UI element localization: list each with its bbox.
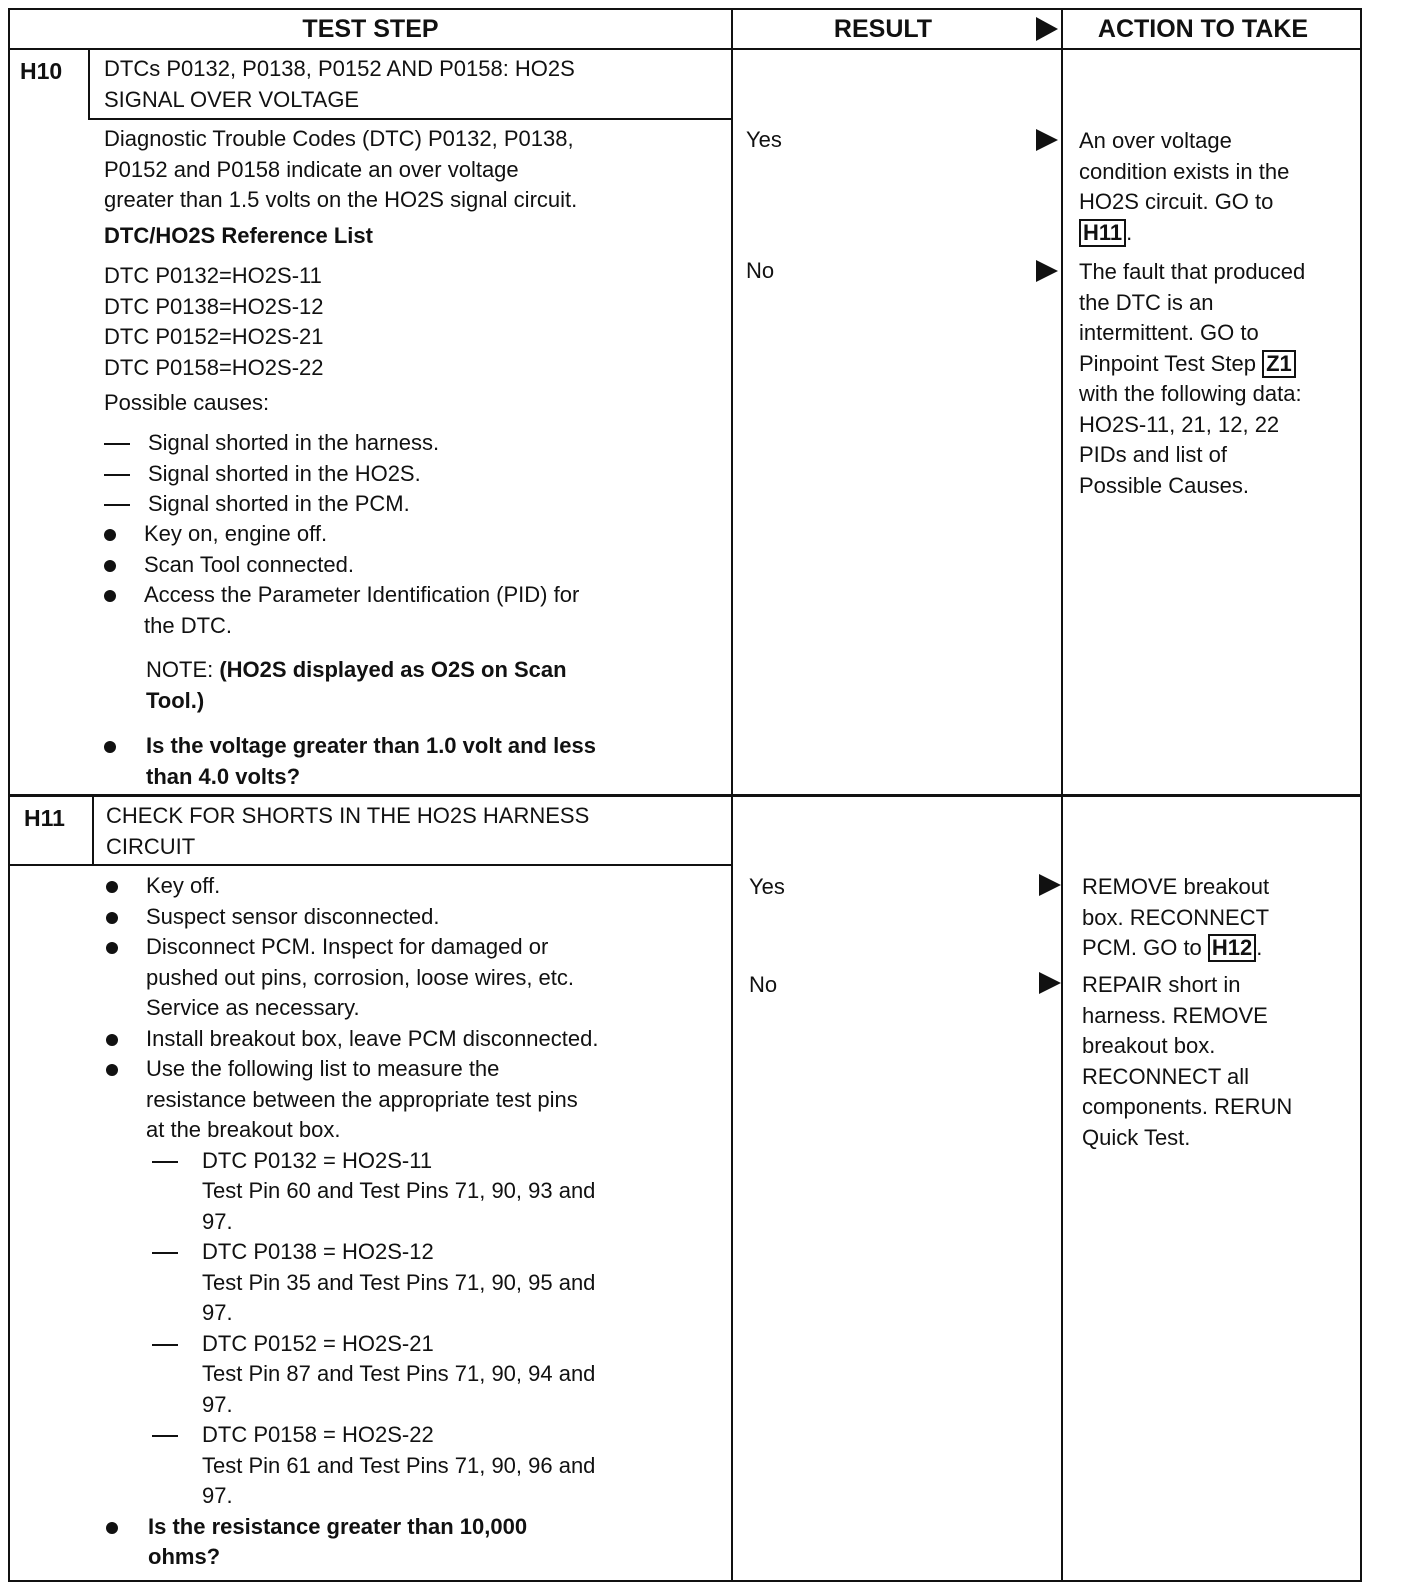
reference-item: DTC P0132=HO2S-11 bbox=[104, 263, 322, 288]
h11-step-id: H11 bbox=[24, 805, 65, 831]
arrow-right-icon bbox=[1039, 874, 1061, 896]
action-line: RECONNECT all bbox=[1082, 1063, 1250, 1089]
dash-icon bbox=[152, 1161, 178, 1163]
note-text: (HO2S displayed as O2S on Scan bbox=[219, 657, 567, 682]
h10-causes-label: Possible causes: bbox=[104, 390, 270, 415]
checklist-text: Use the following list to measure the bbox=[146, 1056, 500, 1081]
sub-item-dtc: DTC P0138 = HO2S-12 bbox=[202, 1239, 434, 1264]
checklist-item: resistance between the appropriate test pins bbox=[146, 1086, 578, 1112]
cause-text: Signal shorted in the PCM. bbox=[148, 491, 410, 516]
sub-item-dtc: DTC P0132 = HO2S-11 bbox=[202, 1147, 433, 1173]
h10-intro-line: greater than 1.5 volts on the HO2S signal circuit. bbox=[104, 187, 578, 212]
h10-result-yes: Yes bbox=[746, 127, 782, 152]
question-text: than 4.0 volts? bbox=[146, 763, 301, 789]
checklist-item bbox=[104, 519, 724, 550]
sub-item bbox=[106, 1237, 726, 1268]
dash-icon bbox=[104, 504, 130, 506]
header-test-step: TEST STEP bbox=[302, 15, 439, 43]
arrow-right-icon bbox=[1039, 972, 1061, 994]
action-line: harness. REMOVE bbox=[1082, 1002, 1268, 1028]
h11-id-divider bbox=[92, 796, 94, 866]
header-action: ACTION TO TAKE bbox=[1097, 15, 1309, 43]
bullet-icon bbox=[106, 912, 118, 924]
h11-goto-h12-ref[interactable]: H12 bbox=[1208, 934, 1256, 962]
checklist-text: Scan Tool connected. bbox=[144, 551, 354, 577]
h10-reference-list bbox=[104, 261, 324, 383]
checklist-item bbox=[104, 550, 724, 581]
reference-item: DTC P0158=HO2S-22 bbox=[104, 354, 324, 380]
h10-reference-heading: DTC/HO2S Reference List bbox=[104, 223, 373, 248]
h11-result-no: No bbox=[749, 972, 778, 997]
h11-title-line: CHECK FOR SHORTS IN THE HO2S HARNESS bbox=[106, 803, 590, 828]
bullet-icon bbox=[106, 881, 118, 893]
bullet-icon bbox=[104, 741, 116, 753]
reference-item: DTC P0138=HO2S-12 bbox=[104, 293, 324, 319]
action-line: Quick Test. bbox=[1082, 1124, 1191, 1150]
question-text: Is the voltage greater than 1.0 volt and less bbox=[146, 733, 596, 758]
reference-item: DTC P0152=HO2S-21 bbox=[104, 324, 324, 349]
checklist-text: Suspect sensor disconnected. bbox=[146, 903, 440, 929]
action-line: breakout box. bbox=[1082, 1033, 1216, 1058]
checklist-text: Access the Parameter Identification (PID) for bbox=[144, 582, 580, 607]
h10-intro-line: P0152 and P0158 indicate an over voltage bbox=[104, 156, 519, 182]
dash-icon bbox=[152, 1344, 178, 1346]
sub-item-pins: 97. bbox=[202, 1208, 233, 1234]
sub-item-pins: Test Pin 61 and Test Pins 71, 90, 96 and bbox=[202, 1452, 596, 1478]
action-line: REPAIR short in bbox=[1082, 972, 1241, 997]
dash-icon bbox=[104, 474, 130, 476]
bullet-icon bbox=[104, 590, 116, 602]
sub-item-pins: 97. bbox=[202, 1391, 233, 1417]
checklist-text: Key on, engine off. bbox=[144, 521, 328, 546]
arrow-right-icon bbox=[1036, 260, 1058, 282]
sub-item-dtc: DTC P0152 = HO2S-21 bbox=[202, 1330, 434, 1356]
h10-id-divider bbox=[88, 48, 90, 120]
sub-item-pins: Test Pin 35 and Test Pins 71, 90, 95 and bbox=[202, 1269, 596, 1295]
dash-icon bbox=[152, 1252, 178, 1254]
checklist-item bbox=[106, 1054, 726, 1085]
checklist-item: pushed out pins, corrosion, loose wires, etc. bbox=[146, 964, 575, 990]
checklist-item bbox=[106, 1024, 726, 1055]
cause-item bbox=[104, 459, 724, 490]
question-text: Is the resistance greater than 10,000 bbox=[148, 1513, 528, 1539]
action-line: REMOVE breakout bbox=[1082, 874, 1270, 899]
checklist-item: Service as necessary. bbox=[146, 995, 360, 1020]
bullet-icon bbox=[106, 1034, 118, 1046]
question-text: ohms? bbox=[148, 1544, 221, 1569]
checklist-item bbox=[106, 902, 726, 933]
sub-item bbox=[106, 1420, 726, 1451]
h11-result-yes: Yes bbox=[749, 874, 785, 899]
cause-item bbox=[104, 428, 724, 459]
h10-title-line: SIGNAL OVER VOLTAGE bbox=[104, 86, 360, 112]
checklist-item: at the breakout box. bbox=[146, 1117, 341, 1142]
h10-step-id: H10 bbox=[20, 58, 63, 84]
checklist-text: the DTC. bbox=[144, 612, 233, 638]
checklist-item bbox=[106, 871, 726, 902]
note-text: Tool.) bbox=[146, 687, 205, 713]
checklist-item bbox=[104, 611, 724, 642]
bullet-icon bbox=[104, 529, 116, 541]
header-result: RESULT bbox=[833, 15, 933, 43]
h11-checklist bbox=[106, 871, 726, 1573]
sub-item bbox=[106, 1329, 726, 1360]
action-line: the DTC is an bbox=[1079, 289, 1214, 315]
h10-note bbox=[146, 655, 726, 716]
h11-title-underline bbox=[8, 864, 733, 866]
dash-icon bbox=[152, 1435, 178, 1437]
action-line: HO2S-11, 21, 12, 22 bbox=[1079, 411, 1280, 437]
arrow-right-icon bbox=[1036, 129, 1058, 151]
h11-title-line: CIRCUIT bbox=[106, 833, 196, 859]
action-line: components. RERUN bbox=[1082, 1094, 1293, 1119]
checklist-text: Install breakout box, leave PCM disconnected. bbox=[146, 1025, 599, 1051]
h10-action-no bbox=[1079, 257, 1359, 501]
h10-action-yes: An over voltage condition exists in the HO2S circuit. GO to H11 . bbox=[1079, 126, 1359, 248]
action-line: condition exists in the bbox=[1079, 158, 1290, 184]
action-line: Pinpoint Test Step bbox=[1079, 350, 1256, 376]
action-line: HO2S circuit. GO to bbox=[1079, 189, 1274, 214]
h10-intro-line: Diagnostic Trouble Codes (DTC) P0132, P0138, bbox=[104, 126, 574, 151]
action-line: PIDs and list of bbox=[1079, 442, 1227, 467]
checklist-item bbox=[106, 932, 726, 963]
h10-checklist bbox=[104, 519, 724, 641]
action-line: PCM. GO to bbox=[1082, 935, 1202, 960]
dash-icon bbox=[104, 443, 130, 445]
action-line: An over voltage bbox=[1079, 128, 1232, 153]
h11-action-yes: REMOVE breakout box. RECONNECT PCM. GO to H12 . bbox=[1082, 872, 1358, 964]
h10-goto-h11-ref[interactable]: H11 bbox=[1079, 219, 1126, 247]
sub-item bbox=[106, 1146, 726, 1177]
bullet-icon bbox=[106, 1522, 118, 1534]
h11-question bbox=[106, 1512, 726, 1543]
sub-item-pins: Test Pin 87 and Test Pins 71, 90, 94 and bbox=[202, 1361, 596, 1386]
h11-title bbox=[106, 801, 726, 862]
action-line: The fault that produced bbox=[1079, 259, 1306, 284]
step-divider bbox=[8, 794, 1362, 797]
h10-goto-z1-ref[interactable]: Z1 bbox=[1262, 350, 1296, 378]
checklist-item bbox=[104, 580, 724, 611]
action-line: intermittent. GO to bbox=[1079, 320, 1259, 345]
checklist-text: Disconnect PCM. Inspect for damaged or bbox=[146, 934, 549, 959]
header-arrow-icon bbox=[1036, 17, 1058, 41]
cause-text: Signal shorted in the harness. bbox=[148, 430, 440, 455]
cause-text: Signal shorted in the HO2S. bbox=[148, 460, 421, 486]
h10-causes-list bbox=[104, 428, 724, 520]
bullet-icon bbox=[104, 560, 116, 572]
action-line: box. RECONNECT bbox=[1082, 904, 1270, 930]
table-bottom-border bbox=[8, 1580, 1362, 1582]
bullet-icon bbox=[106, 1064, 118, 1076]
h10-result-no: No bbox=[746, 258, 775, 283]
h10-question bbox=[104, 731, 724, 792]
cause-item bbox=[104, 489, 724, 520]
action-line: with the following data: bbox=[1079, 381, 1302, 406]
sub-item-pins: 97. bbox=[202, 1300, 233, 1325]
h10-title bbox=[104, 54, 724, 115]
sub-item-dtc: DTC P0158 = HO2S-22 bbox=[202, 1422, 434, 1447]
bullet-icon bbox=[106, 942, 118, 954]
h10-title-underline bbox=[88, 118, 731, 120]
checklist-text: Key off. bbox=[146, 873, 221, 898]
sub-item-pins: Test Pin 60 and Test Pins 71, 90, 93 and bbox=[202, 1178, 596, 1203]
note-prefix: NOTE: bbox=[146, 657, 220, 682]
h10-intro bbox=[104, 124, 724, 216]
h10-title-line: DTCs P0132, P0138, P0152 AND P0158: HO2S bbox=[104, 56, 575, 81]
action-line: Possible Causes. bbox=[1079, 472, 1249, 498]
h11-action-no bbox=[1082, 970, 1358, 1153]
sub-item-pins: 97. bbox=[202, 1483, 233, 1508]
